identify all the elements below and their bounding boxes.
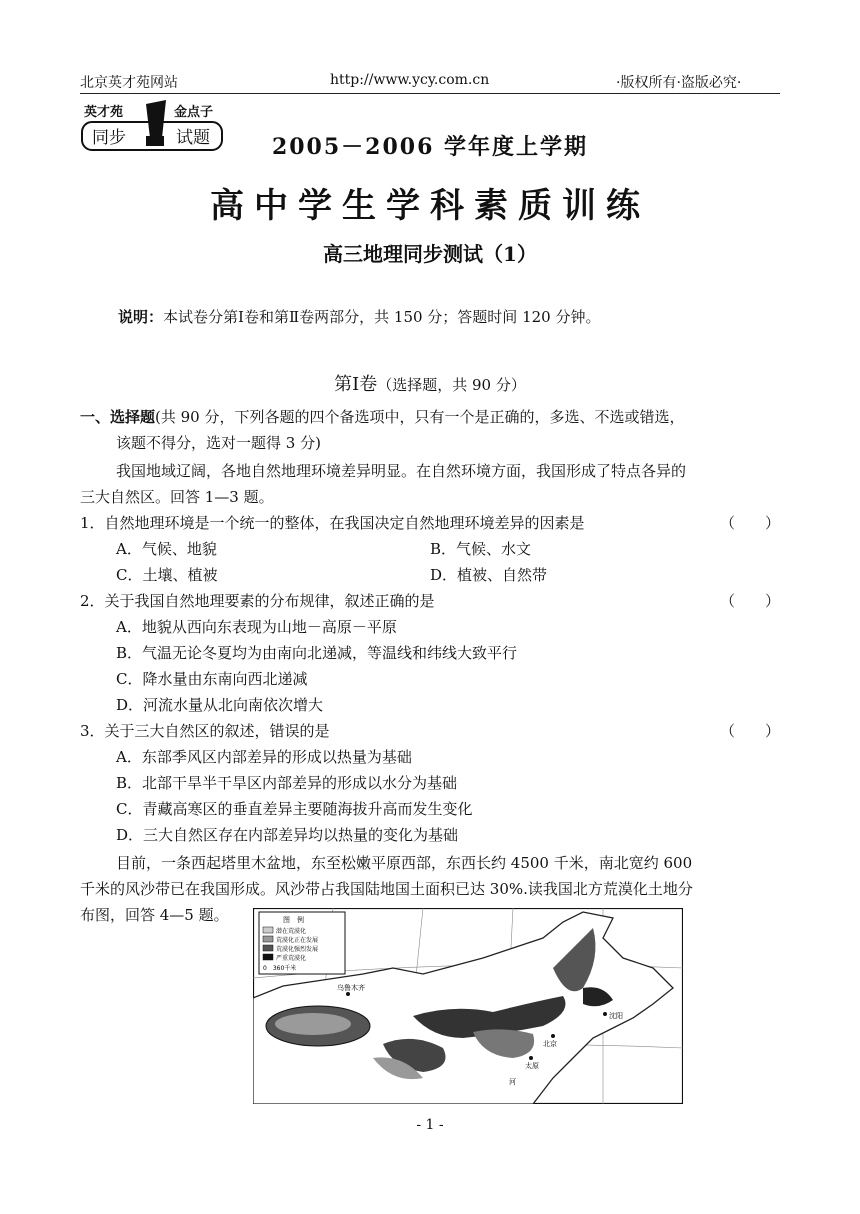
legend-item-2: 荒漠化正在发展 bbox=[276, 937, 319, 944]
section-label: 一、选择题 bbox=[80, 408, 156, 426]
passage1-line2: 三大自然区。回答 1—3 题。 bbox=[80, 488, 274, 506]
page-number: - 1 - bbox=[416, 1117, 444, 1133]
q3-option-d: D．三大自然区存在内部差异均以热量的变化为基础 bbox=[116, 826, 459, 844]
legend-item-1: 潜在荒漠化 bbox=[276, 928, 307, 935]
passage1-line1: 我国地域辽阔，各地自然地理环境差异明显。在自然环境方面，我国形成了特点各异的 bbox=[116, 462, 687, 480]
legend-item-4: 严重荒漠化 bbox=[276, 955, 307, 962]
passage2-line2: 千米的风沙带已在我国形成。风沙带占我国陆地国土面积已达 30%.读我国北方荒漠化土地分 bbox=[80, 880, 693, 898]
q3-stem: 3．关于三大自然区的叙述，错误的是 bbox=[80, 722, 330, 740]
q3-option-a: A．东部季风区内部差异的形成以热量为基础 bbox=[116, 748, 412, 766]
logo-text-tl: 英才苑 bbox=[84, 105, 124, 120]
logo-text-br: 试题 bbox=[176, 128, 210, 148]
section-instr-line1: (共 90 分，下列各题的四个备选项中，只有一个是正确的，多选、不选或错选， bbox=[155, 408, 685, 426]
label-beijing: 北京 bbox=[543, 1040, 557, 1048]
logo-text-tr: 金点子 bbox=[174, 105, 214, 120]
desertification-map bbox=[253, 908, 683, 1104]
q3-option-c: C．青藏高寒区的垂直差异主要随海拔升高而发生变化 bbox=[116, 800, 473, 818]
label-urumqi: 乌鲁木齐 bbox=[337, 984, 365, 992]
section-instructions bbox=[80, 406, 685, 427]
header-divider bbox=[80, 93, 780, 94]
volume-detail: （选择题，共 90 分） bbox=[377, 376, 526, 394]
q3-option-b: B．北部干旱半干旱区内部差异的形成以水分为基础 bbox=[116, 774, 458, 792]
header-site-name: 北京英才苑网站 bbox=[80, 75, 178, 91]
q1-option-d: D．植被、自然带 bbox=[430, 566, 548, 584]
legend-item-3: 荒漠化强烈发展 bbox=[276, 946, 319, 953]
passage2-line1: 目前，一条西起塔里木盆地，东至松嫩平原西部，东西长约 4500 千米，南北宽约 600 bbox=[116, 854, 693, 872]
label-taiyuan: 太原 bbox=[525, 1062, 539, 1070]
q1-option-a: A．气候、地貌 bbox=[116, 540, 217, 558]
q3-answer-bracket: （ ） bbox=[720, 722, 781, 740]
header-copyright: ·版权所有·盗版必究· bbox=[616, 75, 742, 91]
exam-note bbox=[118, 306, 600, 327]
q1-option-c: C．土壤、植被 bbox=[116, 566, 218, 584]
note-label: 说明： bbox=[118, 308, 164, 326]
q2-answer-bracket: （ ） bbox=[720, 592, 781, 610]
q1-option-b: B．气候、水文 bbox=[430, 540, 532, 558]
legend-title: 图 例 bbox=[283, 916, 304, 924]
school-year-title: 2005－2006 学年度上学期 bbox=[271, 134, 589, 160]
q2-option-a: A．地貌从西向东表现为山地－高原－平原 bbox=[116, 618, 397, 636]
header-url[interactable]: http://www.ycy.com.cn bbox=[330, 72, 490, 88]
legend-scale: 0 360千米 bbox=[263, 965, 297, 972]
q2-option-c: C．降水量由东南向西北递减 bbox=[116, 670, 308, 688]
main-title: 高中学生学科素质训练 bbox=[210, 186, 650, 226]
q2-stem: 2．关于我国自然地理要素的分布规律，叙述正确的是 bbox=[80, 592, 435, 610]
label-he: 河 bbox=[509, 1078, 516, 1086]
sub-title: 高三地理同步测试（1） bbox=[323, 242, 537, 266]
q1-stem: 1．自然地理环境是一个统一的整体，在我国决定自然地理环境差异的因素是 bbox=[80, 514, 585, 532]
q2-option-b: B．气温无论冬夏均为由南向北递减，等温线和纬线大致平行 bbox=[116, 644, 518, 662]
passage2-line3: 布图，回答 4—5 题。 bbox=[80, 906, 229, 924]
volume-heading bbox=[0, 370, 860, 396]
logo-text-bl: 同步 bbox=[92, 128, 126, 148]
label-shenyang: 沈阳 bbox=[609, 1012, 623, 1020]
q2-option-d: D．河流水量从北向南依次增大 bbox=[116, 696, 324, 714]
volume-title: 第Ⅰ卷 bbox=[334, 374, 378, 395]
section-instr-line2: 该题不得分，选对一题得 3 分) bbox=[116, 434, 321, 452]
note-text: 本试卷分第Ⅰ卷和第Ⅱ卷两部分，共 150 分；答题时间 120 分钟。 bbox=[163, 308, 601, 326]
q1-answer-bracket: （ ） bbox=[720, 514, 781, 532]
